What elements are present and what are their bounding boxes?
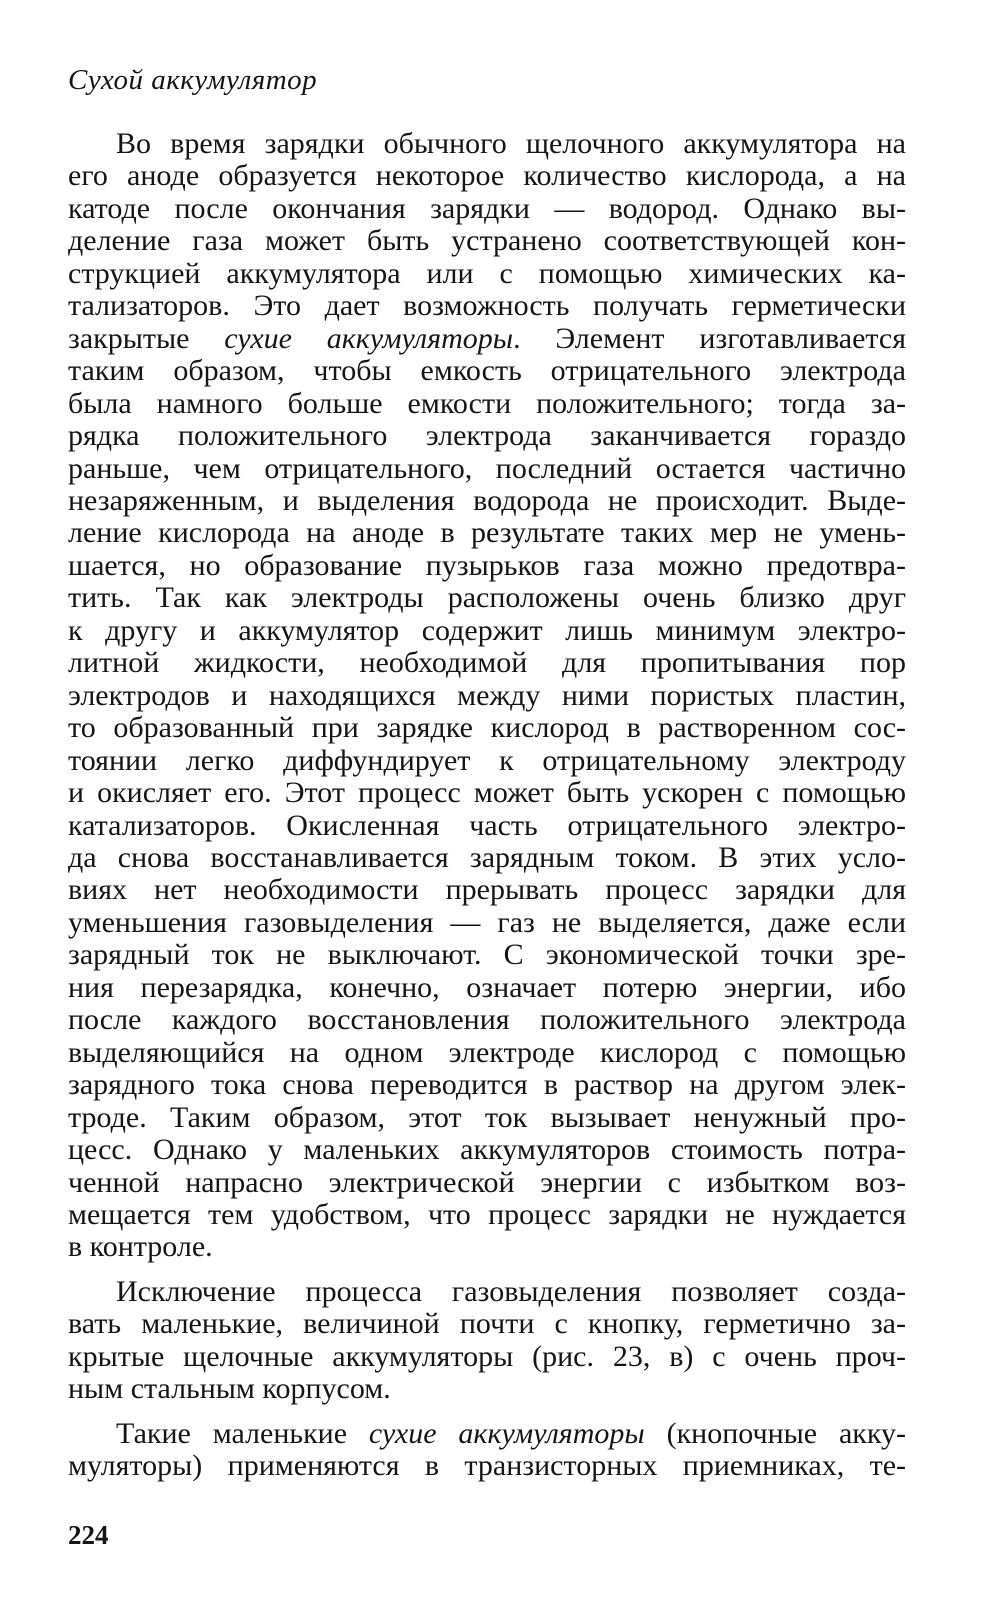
text-line: уменьшения газовыделения — газ не выделяется, даже если <box>68 905 906 939</box>
text-line: к другу и аккумулятор содержит лишь минимум электро- <box>68 613 906 647</box>
text-line: то образованный при зарядке кислород в растворенном сос- <box>68 711 906 745</box>
text-line: зарядного тока снова переводится в раствор на другом элек- <box>68 1068 906 1102</box>
text-line: ченной напрасно электрической энергии с избытком воз- <box>68 1165 906 1199</box>
text-line: шается, но образование пузырьков газа можно предотвра- <box>68 548 906 582</box>
text-line: была намного больше емкости положительного; тогда за- <box>68 386 906 420</box>
text-line: его аноде образуется некоторое количество кислорода, а на <box>68 159 906 193</box>
text-line: крытые щелочные аккумуляторы (рис. 23, в) с очень проч- <box>68 1339 906 1373</box>
text-line: цесс. Однако у маленьких аккумуляторов стоимость потра- <box>68 1133 906 1167</box>
text-line: литной жидкости, необходимой для пропитывания пор <box>68 646 906 680</box>
text-line: ния перезарядка, конечно, означает потерю энергии, ибо <box>68 970 906 1004</box>
text-line: мещается тем удобством, что процесс зарядки не нуждается <box>68 1197 906 1231</box>
text-line: троде. Таким образом, этот ток вызывает ненужный про- <box>68 1100 906 1134</box>
text-line: раньше, чем отрицательного, последний остается частично <box>68 451 906 485</box>
text-line: в контроле. <box>68 1230 213 1264</box>
text-line: Исключение процесса газовыделения позволяет созда- <box>116 1274 906 1308</box>
text-line: Во время зарядки обычного щелочного аккумулятора на <box>116 127 906 160</box>
text-line: да снова восстанавливается зарядным током. В этих усло- <box>68 840 906 874</box>
body-text <box>68 128 906 1495</box>
text-line: тоянии легко диффундирует к отрицательному электроду <box>68 743 906 777</box>
text-line: выделяющийся на одном электроде кислород с помощью <box>68 1035 906 1069</box>
text-line: таким образом, чтобы емкость отрицательного электрода <box>68 354 906 388</box>
text-line: вать маленькие, величиной почти с кнопку, герметично за- <box>68 1307 906 1341</box>
text-line: после каждого восстановления положительного электрода <box>68 1003 906 1037</box>
text-line: ным стальным корпусом. <box>68 1372 391 1406</box>
text-line: закрытые сухие аккумуляторы. Элемент изготавливается <box>68 321 907 355</box>
text-line: виях нет необходимости прерывать процесс зарядки для <box>68 873 906 907</box>
text-line: и окисляет его. Этот процесс может быть ускорен с помощью <box>68 776 906 810</box>
text-line: катоде после окончания зарядки — водород. Однако вы- <box>68 191 906 225</box>
text-line: ление кислорода на аноде в результате таких мер не умень- <box>68 516 906 550</box>
text-line: Такие маленькие сухие аккумуляторы (кнопочные акку- <box>116 1416 906 1450</box>
paragraph-1 <box>68 128 906 1264</box>
paragraph-3 <box>68 1418 906 1483</box>
text-line: рядка положительного электрода заканчивается гораздо <box>68 419 906 453</box>
paragraph-2 <box>68 1276 906 1406</box>
text-line: зарядный ток не выключают. С экономической точки зре- <box>68 938 906 972</box>
text-line: струкцией аккумулятора или с помощью химических ка- <box>68 256 906 290</box>
text-line: деление газа может быть устранено соответствующей кон- <box>68 224 906 258</box>
text-line: электродов и находящихся между ними пористых пластин, <box>68 678 906 712</box>
text-line: муляторы) применяются в транзисторных приемниках, те- <box>68 1449 906 1483</box>
text-line: катализаторов. Окисленная часть отрицательного электро- <box>68 808 906 842</box>
text-line: тить. Так как электроды расположены очень близко друг <box>68 581 906 615</box>
section-heading: Сухой аккумулятор <box>68 64 318 96</box>
page-number: 224 <box>68 1520 109 1550</box>
text-line: тализаторов. Это дает возможность получать герметически <box>68 289 906 323</box>
text-line: незаряженным, и выделения водорода не происходит. Выде- <box>68 483 906 517</box>
